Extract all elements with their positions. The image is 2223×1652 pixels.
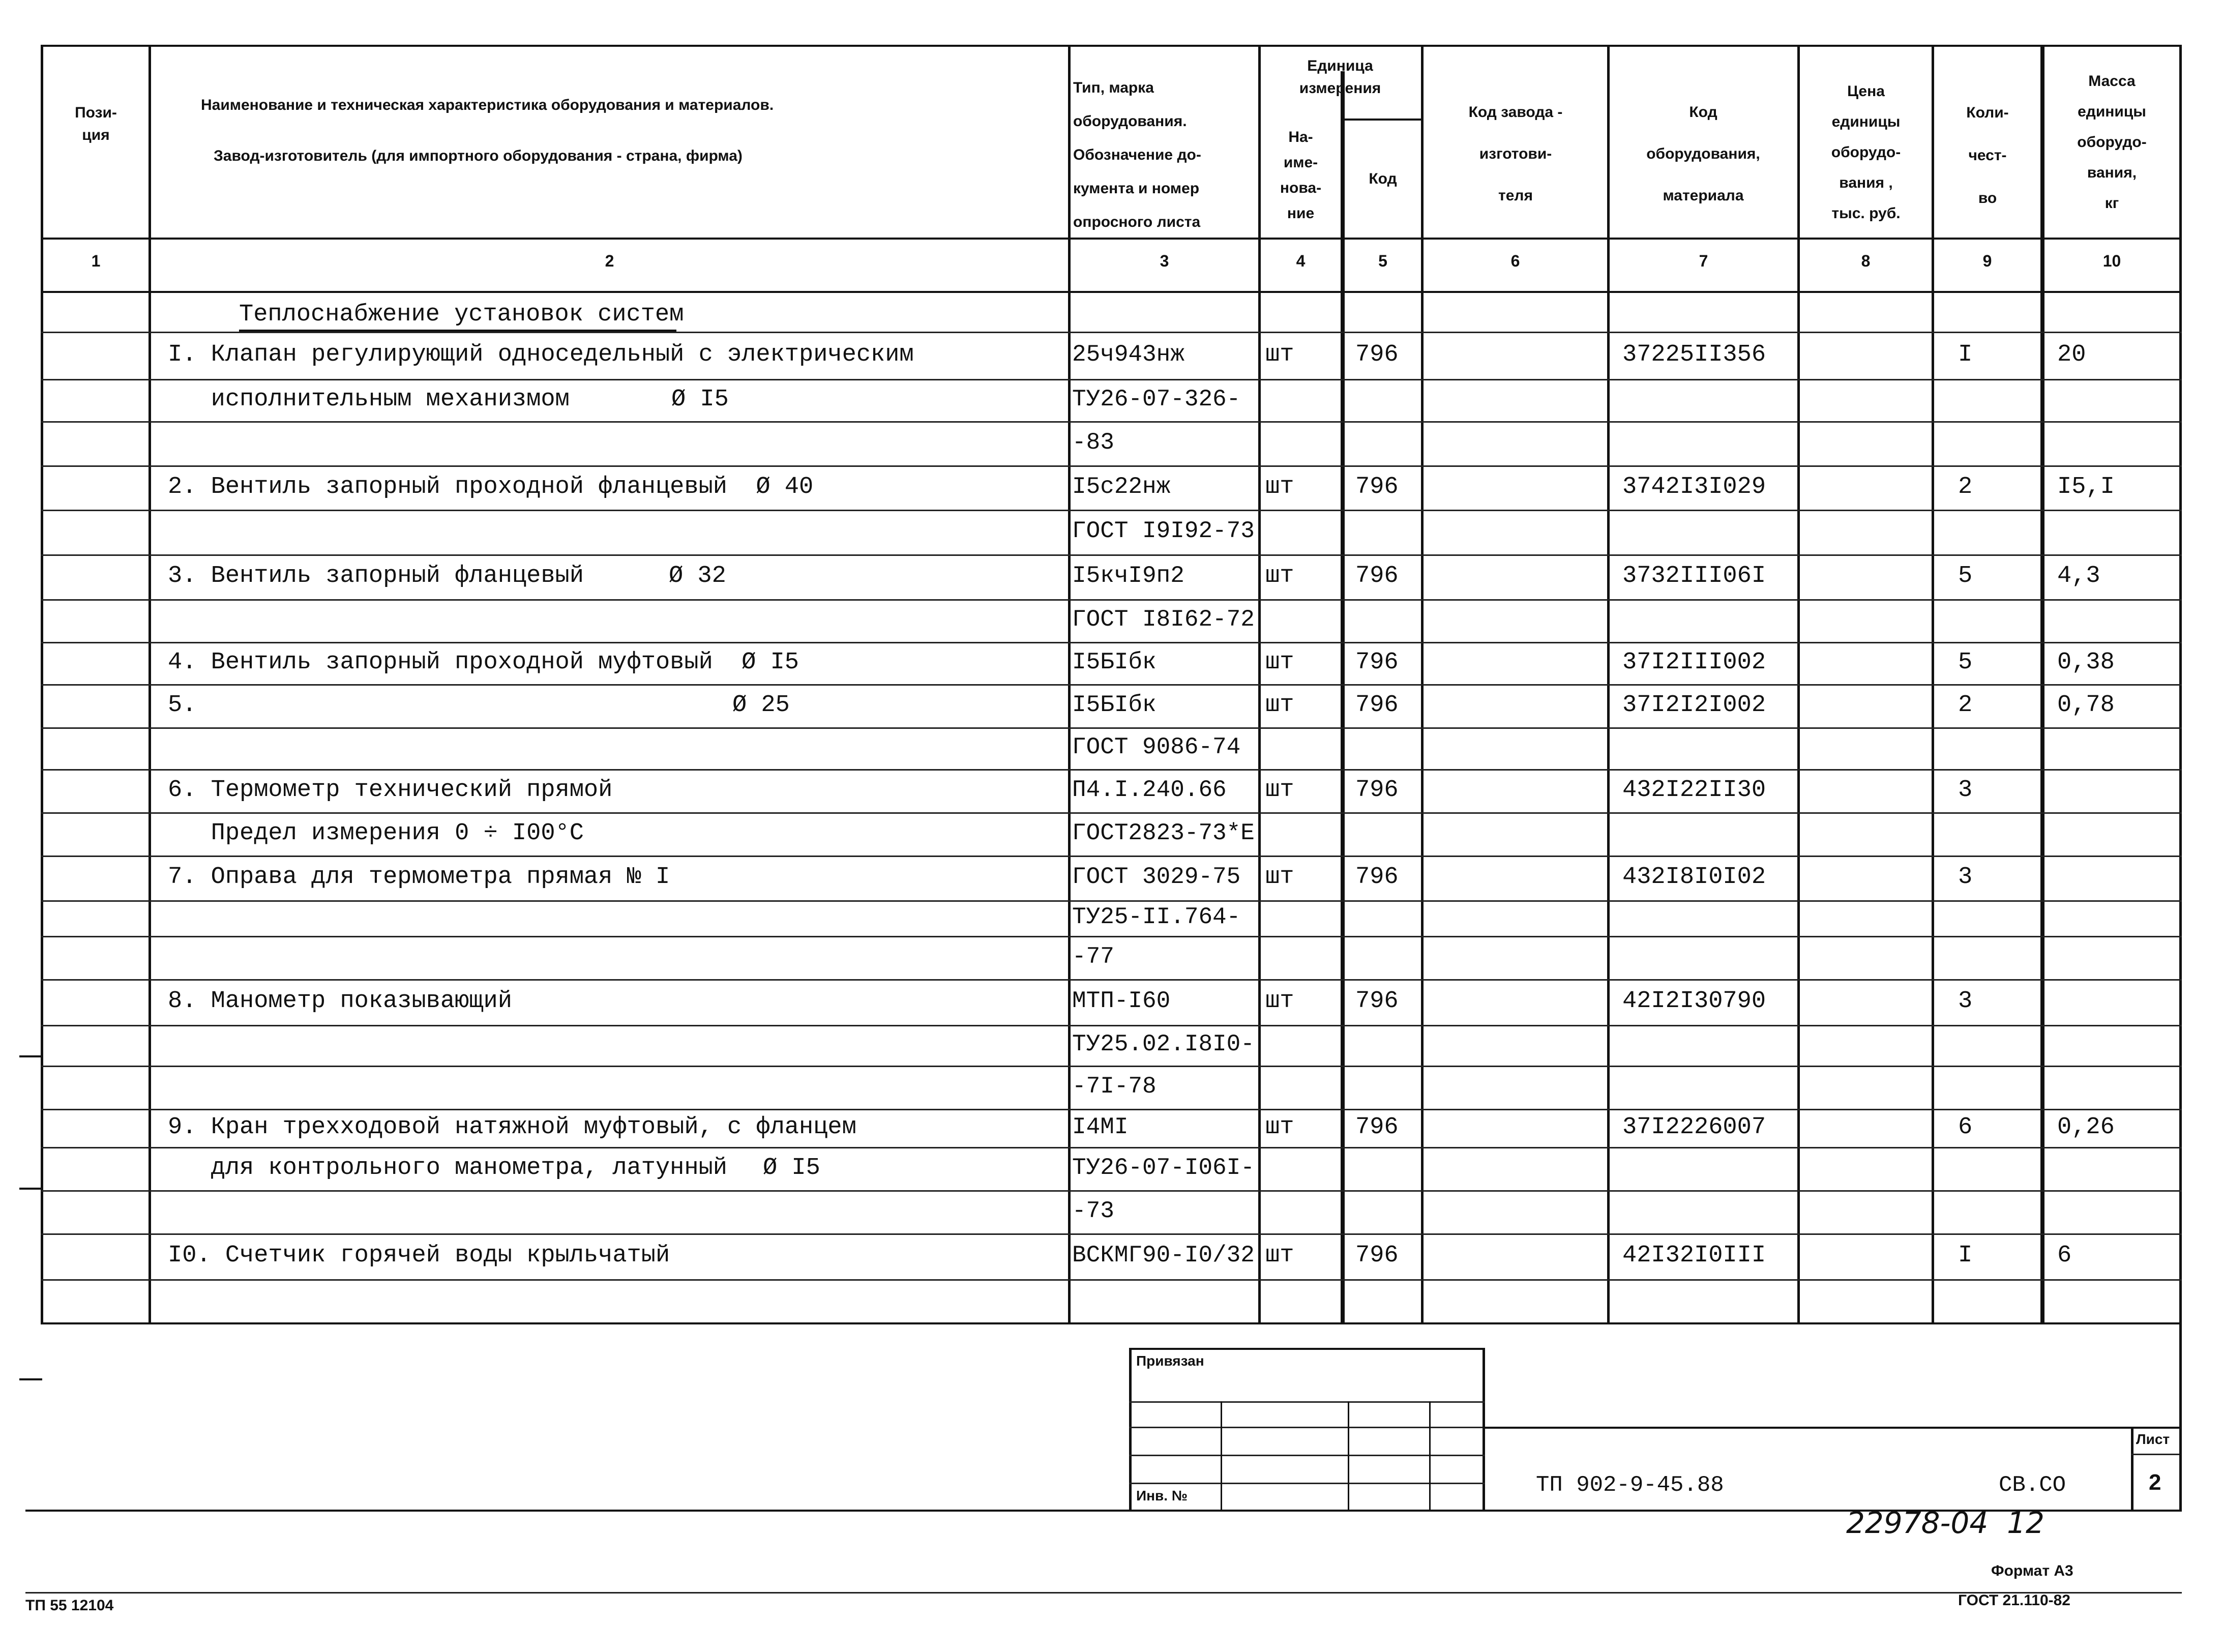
cell-unit: шт	[1265, 776, 1294, 804]
cell-type: ТУ26-07-I06I-	[1072, 1154, 1255, 1181]
cell-dia: Ø I5	[671, 386, 729, 413]
cell-qty: 5	[1958, 563, 1973, 589]
table-row	[0, 599, 2223, 642]
cell-type: ВСКМГ90-I0/32	[1072, 1242, 1255, 1268]
table-row	[0, 1066, 2223, 1109]
cell-mass: 6	[2057, 1242, 2072, 1269]
cell-unit: шт	[1265, 473, 1294, 500]
cell-qty: 3	[1958, 988, 1973, 1015]
table-row	[0, 510, 2223, 554]
cell-code: 796	[1355, 473, 1399, 500]
table-row	[0, 769, 2223, 812]
table-row	[0, 642, 2223, 684]
column-number: 10	[2102, 252, 2121, 270]
cell-name: 6. Термометр технический прямой	[168, 776, 613, 804]
table-row	[0, 1025, 2223, 1066]
column-number: 9	[1982, 252, 1992, 270]
table-row	[0, 1190, 2223, 1233]
cell-name: для контрольного манометра, латунный	[168, 1154, 727, 1182]
cell-type: -83	[1072, 429, 1114, 456]
table-row	[0, 1233, 2223, 1279]
cell-mat-code: 432I22II30	[1622, 776, 1766, 804]
table-row	[0, 727, 2223, 769]
cell-type: I5кчI9п2	[1072, 563, 1184, 589]
cell-type: -7I-78	[1072, 1073, 1157, 1100]
cell-type: I5БIбк	[1072, 691, 1157, 718]
footer-left-code: ТП 55 12104	[25, 1597, 114, 1614]
table-row	[0, 1109, 2223, 1147]
cell-mat-code: 37I2I2I002	[1622, 691, 1766, 719]
stamp-handwritten-number: 22978-04 12	[1846, 1506, 2044, 1540]
column-number: 8	[1861, 252, 1871, 270]
cell-mat-code: 37225II356	[1622, 341, 1766, 368]
header-unit-group: Единица измерения	[1299, 57, 1381, 97]
table-row	[0, 936, 2223, 979]
footer-line	[25, 1592, 2182, 1594]
header-price: Цена единицы оборудо- вания , тыс. руб.	[1831, 83, 1901, 222]
cell-code: 796	[1355, 1242, 1399, 1269]
column-number: 5	[1378, 252, 1387, 270]
column-number: 6	[1510, 252, 1520, 270]
cell-qty: 3	[1958, 864, 1973, 891]
table-row	[0, 1147, 2223, 1190]
cell-unit: шт	[1265, 1242, 1294, 1269]
table-row	[0, 1279, 2223, 1322]
cell-mat-code: 3742I3I029	[1622, 473, 1766, 500]
cell-mass: 4,3	[2057, 563, 2100, 589]
cell-qty: 6	[1958, 1113, 1973, 1141]
stamp-doc-code: ТП 902-9-45.88	[1536, 1472, 1724, 1498]
header-factory-code: Код завода - изготови- теля	[1468, 104, 1563, 204]
cell-type: ТУ26-07-326-	[1072, 386, 1241, 412]
cell-mat-code: 3732III06I	[1622, 563, 1766, 589]
cell-mat-code: 37I2226007	[1622, 1113, 1766, 1141]
cell-unit: шт	[1265, 988, 1294, 1015]
cell-qty: I	[1958, 1242, 1973, 1269]
cell-mass: 20	[2057, 341, 2086, 368]
cell-dia: Ø 25	[732, 691, 790, 719]
cell-name: 7. Оправа для термометра прямая № I	[168, 864, 670, 891]
cell-type: П4.I.240.66	[1072, 776, 1227, 803]
table-row	[0, 812, 2223, 855]
header-type: Тип, марка оборудования. Обозначение до- кумента и номер опросного листа	[1073, 79, 1201, 230]
section-title: Теплоснабжение установок систем	[239, 301, 684, 328]
cell-name: I. Клапан регулирующий односедельный с электрическим	[168, 341, 914, 368]
cell-mat-code: 432I8I0I02	[1622, 864, 1766, 891]
header-quantity: Коли- чест- во	[1966, 104, 2009, 206]
cell-code: 796	[1355, 691, 1399, 719]
cell-mat-code: 42I2I30790	[1622, 988, 1766, 1015]
header-position: Пози- ция	[75, 104, 117, 143]
cell-type: -73	[1072, 1197, 1114, 1224]
margin-tick	[19, 1378, 42, 1380]
cell-unit: шт	[1265, 1113, 1294, 1141]
cell-qty: 2	[1958, 691, 1973, 719]
cell-type: -77	[1072, 943, 1114, 970]
cell-code: 796	[1355, 341, 1399, 368]
cell-mat-code: 37I2III002	[1622, 648, 1766, 676]
cell-mass: 0,78	[2057, 691, 2115, 719]
cell-name: I0. Счетчик горячей воды крыльчатый	[168, 1242, 670, 1269]
header-name-line1: Наименование и техническая характеристика оборудования и материалов.	[201, 97, 774, 113]
cell-qty: 3	[1958, 776, 1973, 804]
cell-name: 4. Вентиль запорный проходной муфтовый Ø I5	[168, 648, 799, 676]
cell-type: ТУ25.02.I8I0-	[1072, 1031, 1255, 1057]
table-row	[0, 900, 2223, 936]
column-number: 3	[1160, 252, 1169, 270]
header-material-code: Код оборудования, материала	[1646, 104, 1760, 204]
header-name-line2: Завод-изготовитель (для импортного оборудования - страна, фирма)	[214, 148, 743, 164]
cell-type: ГОСТ I8I62-72	[1072, 606, 1255, 633]
cell-code: 796	[1355, 563, 1399, 589]
stamp-sheet-label: Лист	[2136, 1431, 2170, 1447]
stamp-privyazan: Привязан	[1136, 1353, 1204, 1369]
cell-type: I5с22нж	[1072, 473, 1171, 500]
cell-name: 5.	[168, 691, 197, 719]
cell-qty: 5	[1958, 648, 1973, 676]
cell-name: 8. Манометр показывающий	[168, 988, 512, 1015]
cell-code: 796	[1355, 648, 1399, 676]
header-mass: Масса единицы оборудо- вания, кг	[2077, 73, 2147, 212]
cell-type: I5БIбк	[1072, 648, 1157, 675]
cell-unit: шт	[1265, 691, 1294, 719]
header-unit-code: Код	[1369, 170, 1397, 187]
cell-name: 9. Кран трехходовой натяжной муфтовый, с фланцем	[168, 1113, 856, 1141]
cell-type: ГОСТ2823-73*Е	[1072, 819, 1255, 846]
cell-unit: шт	[1265, 648, 1294, 676]
footer-gost: ГОСТ 21.110-82	[1958, 1592, 2070, 1609]
cell-mass: 0,38	[2057, 648, 2115, 676]
cell-code: 796	[1355, 988, 1399, 1015]
cell-dia: Ø I5	[763, 1154, 820, 1182]
table-row	[0, 421, 2223, 465]
stamp-sheet-code: СВ.СО	[1999, 1472, 2066, 1498]
cell-code: 796	[1355, 1113, 1399, 1141]
cell-type: 25ч943нж	[1072, 341, 1184, 368]
cell-name: 3. Вентиль запорный фланцевый	[168, 563, 584, 589]
cell-type: ГОСТ 9086-74	[1072, 734, 1241, 760]
cell-qty: I	[1958, 341, 1973, 368]
cell-unit: шт	[1265, 563, 1294, 589]
cell-code: 796	[1355, 864, 1399, 891]
cell-name: 2. Вентиль запорный проходной фланцевый Ø 40	[168, 473, 814, 500]
header-unit-name: На- име- нова- ние	[1280, 129, 1322, 222]
table-row	[0, 684, 2223, 727]
cell-dia: Ø 32	[669, 563, 726, 589]
margin-tick	[19, 1188, 42, 1190]
cell-type: ГОСТ 3029-75	[1072, 864, 1241, 890]
footer-format: Формат А3	[1991, 1562, 2073, 1579]
column-number: 2	[605, 252, 614, 270]
cell-name: Предел измерения 0 ÷ I00°C	[168, 819, 584, 847]
stamp-inv-label: Инв. №	[1136, 1488, 1188, 1503]
column-number: 1	[91, 252, 101, 270]
stamp-sheet-number: 2	[2149, 1470, 2161, 1495]
cell-type: ТУ25-II.764-	[1072, 904, 1241, 930]
cell-mat-code: 42I32I0III	[1622, 1242, 1766, 1269]
cell-type: МТП-I60	[1072, 988, 1171, 1014]
cell-mass: 0,26	[2057, 1113, 2115, 1141]
column-number: 7	[1699, 252, 1708, 270]
cell-name: исполнительным механизмом	[168, 386, 570, 413]
cell-mass: I5,I	[2057, 473, 2115, 500]
cell-type: ГОСТ I9I92-73	[1072, 518, 1255, 544]
margin-tick	[19, 1055, 42, 1057]
table-row	[0, 979, 2223, 1025]
table-row	[0, 379, 2223, 421]
cell-code: 796	[1355, 776, 1399, 804]
cell-unit: шт	[1265, 341, 1294, 368]
cell-qty: 2	[1958, 473, 1973, 500]
table-row	[0, 855, 2223, 900]
column-number: 4	[1296, 252, 1306, 270]
table-row	[0, 465, 2223, 510]
table-row	[0, 332, 2223, 379]
table-row	[0, 554, 2223, 599]
cell-type: I4МI	[1072, 1113, 1129, 1140]
cell-unit: шт	[1265, 864, 1294, 891]
